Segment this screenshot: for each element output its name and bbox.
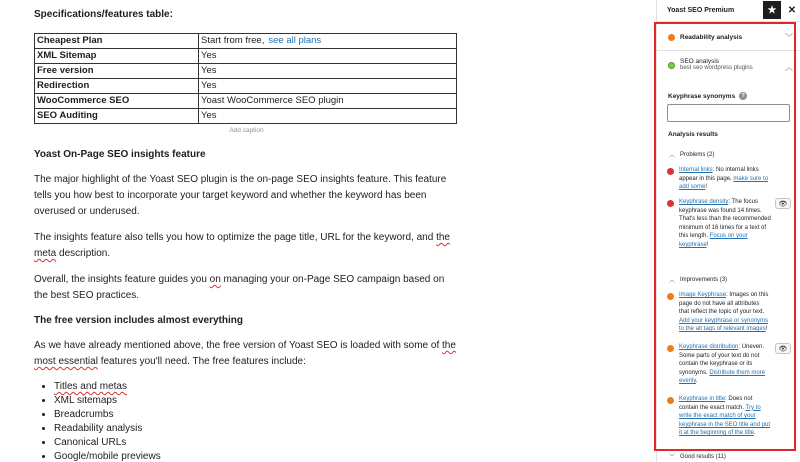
spec-table[interactable]	[34, 33, 457, 124]
list-item[interactable]: • Canonical URLs	[54, 436, 459, 450]
table-cell[interactable]	[199, 34, 457, 49]
keyphrase-in-title-link[interactable]: Keyphrase in title	[679, 396, 726, 402]
table-cell[interactable]: Yes	[199, 109, 457, 124]
star-icon[interactable]: ★	[763, 1, 781, 19]
problem-bullet-icon	[667, 200, 674, 207]
result-text	[679, 166, 771, 192]
paragraph[interactable]: The major highlight of the Yoast SEO plugin is the on-page SEO insights feature. This feature tells you how best to incorporate your target keyword and whether the keyword has been overused or underused.	[34, 174, 447, 217]
problems-label: Problems (2)	[680, 151, 715, 158]
table-cell[interactable]: SEO Auditing	[35, 109, 199, 124]
chevron-up-icon: ︿	[669, 153, 676, 159]
result-text	[679, 395, 771, 438]
text-run: features you'll need. The free features include:	[97, 356, 306, 367]
table-cell[interactable]: XML Sitemap	[35, 49, 199, 64]
table-cell[interactable]: Yoast WooCommerce SEO plugin	[199, 94, 457, 109]
result-item	[667, 395, 795, 438]
spec-heading[interactable]: Specifications/features table:	[34, 9, 173, 20]
list-item[interactable]: • Readability analysis	[54, 422, 459, 436]
text-run: The insights feature also tells you how to optimize the page title, URL for the keyword, and	[34, 232, 437, 243]
improvement-bullet-icon	[667, 345, 674, 352]
sidebar-title: Yoast SEO Premium	[667, 7, 735, 14]
paragraph[interactable]	[34, 272, 459, 304]
readability-analysis-toggle[interactable]	[657, 30, 800, 44]
table-row[interactable]	[35, 64, 457, 79]
see-all-plans-link[interactable]: see all plans	[268, 35, 322, 46]
sidebar-header	[657, 0, 800, 21]
table-row[interactable]	[35, 79, 457, 94]
paragraph[interactable]	[34, 338, 459, 370]
table-row[interactable]	[35, 109, 457, 124]
analysis-results-title: Analysis results	[668, 131, 718, 138]
text-run: : Images on this page do not have all attributes that reflect the topic of your text.	[679, 292, 769, 316]
keyphrase-distribution-link[interactable]: Keyphrase distribution	[679, 344, 739, 350]
help-icon[interactable]: ?	[739, 92, 747, 100]
keyphrase-synonyms-label	[668, 92, 747, 100]
free-version-heading[interactable]: The free version includes almost everything	[34, 315, 243, 326]
focus-keyphrase-link[interactable]: Focus on your keyphrase	[679, 233, 748, 248]
paragraph[interactable]	[34, 230, 459, 262]
table-cell[interactable]: Yes	[199, 64, 457, 79]
improvement-bullet-icon	[667, 293, 674, 300]
result-text	[679, 198, 771, 250]
keyphrase-synonyms-text: Keyphrase synonyms	[668, 92, 736, 100]
divider	[657, 21, 800, 22]
table-caption-placeholder[interactable]: Add caption	[229, 127, 264, 134]
table-cell[interactable]: Yes	[199, 79, 457, 94]
table-cell-text: Start from free,	[201, 35, 265, 46]
result-item	[667, 166, 795, 192]
chevron-down-icon: ﹀	[785, 33, 793, 42]
insights-heading[interactable]: Yoast On-Page SEO insights feature	[34, 149, 206, 160]
improvements-label: Improvements (3)	[680, 276, 728, 283]
features-list[interactable]	[34, 380, 459, 462]
table-row[interactable]	[35, 49, 457, 64]
list-item-text: Titles and metas	[54, 381, 127, 392]
table-cell[interactable]: Yes	[199, 49, 457, 64]
list-item[interactable]: • XML sitemaps	[54, 394, 459, 408]
improvement-bullet-icon	[667, 397, 674, 404]
text-run: Overall, the insights feature guides you	[34, 274, 210, 285]
spellcheck-flag: the most essential	[34, 340, 456, 367]
result-text	[679, 343, 771, 386]
keyphrase-synonyms-input[interactable]	[667, 104, 790, 122]
chevron-up-icon: ︿	[669, 278, 676, 284]
text-run: : Uneven. Some parts of your text do not contain the keyphrase or its synonyms.	[679, 344, 765, 376]
keyphrase-density-link[interactable]: Keyphrase density	[679, 199, 729, 205]
seo-analysis-label: SEO analysis	[680, 58, 720, 65]
yoast-sidebar	[656, 0, 800, 462]
divider	[657, 50, 800, 51]
text-run: : The focus keyphrase was found 14 times. That's less than the recommended minimum of 16 times for a text of this length.	[679, 199, 771, 240]
table-row[interactable]	[35, 94, 457, 109]
list-item[interactable]	[54, 380, 459, 394]
seo-score-icon	[668, 62, 675, 69]
improvements-group-toggle[interactable]	[669, 275, 727, 284]
result-item	[667, 291, 795, 334]
exact-match-link[interactable]: Try to write the exact match of your keyphrase in the SEO title and put it at the beginning of the title	[679, 404, 771, 437]
seo-keyphrase-text: best seo wordpress plugins	[680, 65, 753, 71]
distribute-evenly-link[interactable]: Distribute them more evenly	[679, 369, 766, 385]
add-keyphrase-link[interactable]: Add your keyphrase or synonyms to the alt tags of relevant images	[679, 317, 769, 333]
seo-analysis-toggle[interactable]	[657, 58, 800, 78]
result-item	[667, 198, 795, 250]
table-cell[interactable]: Free version	[35, 64, 199, 79]
text-run: description.	[56, 248, 111, 259]
eye-icon[interactable]: 👁	[775, 343, 791, 354]
text-run: managing your on-Page SEO campaign based on the best SEO practices.	[34, 274, 445, 301]
text-run: : Does not contain the exact match.	[679, 396, 753, 411]
text-run: .	[695, 378, 698, 385]
good-results-label: Good results (11)	[680, 453, 726, 460]
text-run: As we have already mentioned above, the free version of Yoast SEO is loaded with some of	[34, 340, 443, 351]
chevron-up-icon: ︿	[785, 63, 793, 72]
result-text	[679, 291, 771, 334]
chevron-down-icon: ﹀	[669, 455, 676, 461]
make-sure-link[interactable]: make sure to add some	[679, 175, 769, 191]
close-icon[interactable]: ✕	[787, 4, 797, 16]
eye-icon[interactable]: 👁	[775, 198, 791, 209]
table-cell[interactable]: WooCommerce SEO	[35, 94, 199, 109]
table-cell[interactable]: Cheapest Plan	[35, 34, 199, 49]
problem-bullet-icon	[667, 168, 674, 175]
table-cell[interactable]: Redirection	[35, 79, 199, 94]
text-run: !	[765, 326, 768, 333]
problems-group-toggle[interactable]	[669, 150, 714, 159]
table-row[interactable]	[35, 34, 457, 49]
spellcheck-flag: on	[209, 274, 221, 285]
list-item[interactable]: • Breadcrumbs	[54, 408, 459, 422]
text-run: : No internal links appear in this page,	[679, 167, 759, 182]
text-run: !	[705, 184, 708, 191]
text-run: .	[754, 430, 756, 437]
readability-score-icon	[668, 34, 675, 41]
text-run: !	[706, 241, 709, 248]
internal-links-link[interactable]: Internal links	[679, 167, 713, 173]
result-item	[667, 343, 795, 386]
readability-label: Readability analysis	[680, 33, 743, 41]
image-keyphrase-link[interactable]: Image Keyphrase	[679, 292, 727, 298]
spellcheck-flag: the meta	[34, 232, 450, 259]
list-item[interactable]: • Google/mobile previews	[54, 450, 459, 462]
good-results-group-toggle[interactable]	[669, 452, 726, 461]
